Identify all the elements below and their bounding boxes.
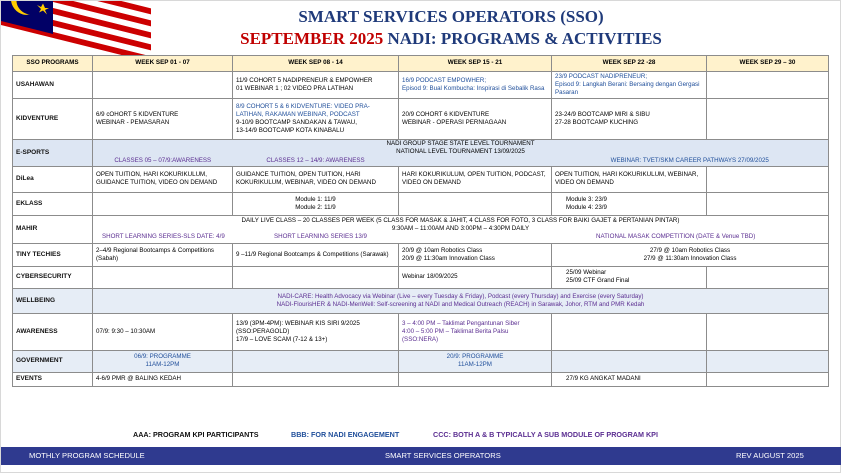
program-label: AWARENESS — [13, 313, 93, 350]
program-label: KIDVENTURE — [13, 99, 93, 140]
column-header: WEEK SEP 29 – 30 — [707, 56, 829, 72]
footer-center: SMART SERVICES OPERATORS — [385, 451, 501, 460]
kidventure-w2-text: 9-10/9 BOOTCAMP SANDAKAN & TAWAU, 13-14/9 BOOTCAMP KOTA KINABALU — [236, 119, 357, 134]
cell-dilea-w4: OPEN TUITION, HARI KOKURIKULUM, WEBINAR, VIDEO ON DEMAND — [552, 166, 707, 192]
mahir-dates — [96, 233, 825, 241]
footer-left: MOTHLY PROGRAM SCHEDULE — [29, 451, 145, 460]
cell-usahawan-w3: 16/9 PODCAST EMPOWHER; Episod 9: Bual Kombucha: Inspirasi di Sebalik Rasa — [399, 72, 552, 99]
table-row-awareness — [13, 313, 829, 350]
program-label: MAHIR — [13, 215, 93, 243]
cell-empty — [233, 266, 399, 288]
cell-tiny-w3: 20/9 @ 10am Robotics Class 20/9 @ 11:30am Innovation Class — [399, 243, 552, 266]
table-row-government — [13, 350, 829, 372]
subtitle-month: SEPTEMBER 2025 — [240, 29, 384, 48]
table-row-wellbeing — [13, 288, 829, 313]
cell-kidventure-w4: 23-24/9 BOOTCAMP MIRI & SIBU 27-28 BOOTCAMP KUCHING — [552, 99, 707, 140]
cell-cyber-w4: 25/09 Webinar 25/09 CTF Grand Final — [552, 266, 707, 288]
footer-bar — [1, 447, 841, 465]
program-label: DiLea — [13, 166, 93, 192]
program-label: USAHAWAN — [13, 72, 93, 99]
cell-empty — [707, 99, 829, 140]
page-title: SMART SERVICES OPERATORS (SSO) — [298, 7, 604, 26]
wellbeing-line1: NADI-CARE: Health Advocacy via Webinar (Live – every Tuesday & Friday), Podcast (every Thursday) and Exercise (every Saturday) — [277, 292, 644, 300]
table-header-row — [13, 56, 829, 72]
mahir-w2: SHORT LEARNING SERIES 13/9 — [274, 233, 367, 241]
cell-empty — [93, 72, 233, 99]
table-row-tiny-techies — [13, 243, 829, 266]
cell-empty — [399, 372, 552, 386]
page-subtitle — [171, 29, 731, 49]
cell-empty — [552, 313, 707, 350]
cell-events-w1: 4-6/9 PMR @ BALING KEDAH — [93, 372, 233, 386]
table-row-kidventure — [13, 99, 829, 140]
cell-empty — [707, 166, 829, 192]
program-label: GOVERNMENT — [13, 350, 93, 372]
column-header: WEEK SEP 15 - 21 — [399, 56, 552, 72]
cell-eklass-w4: Module 3: 23/9 Module 4: 23/9 — [552, 192, 707, 215]
program-label: E-SPORTS — [13, 140, 93, 167]
table-row-dilea — [13, 166, 829, 192]
program-label: TINY TECHIES — [13, 243, 93, 266]
cell-usahawan-w2: 11/9 COHORT 5 NADIPRENEUR & EMPOWHER 01 WEBINAR 1 ; 02 VIDEO PRA LATIHAN — [233, 72, 399, 99]
legend-aaa: AAA: PROGRAM KPI PARTICIPANTS — [133, 430, 259, 439]
cell-empty — [233, 372, 399, 386]
program-label: CYBERSECURITY — [13, 266, 93, 288]
cell-dilea-w1: OPEN TUITION, HARI KOKURIKULUM, GUIDANCE TUITION, VIDEO ON DEMAND — [93, 166, 233, 192]
mahir-span-line1: DAILY LIVE CLASS – 20 CLASSES PER WEEK (5 CLASS FOR MASAK & JAHIT, 4 CLASS FOR FOTO, 3 CLASS FOR BAIKI GAJET & PERTANIAN PINTAR) — [241, 217, 680, 225]
cell-wellbeing-span — [93, 288, 829, 313]
cell-cyber-w3: Webinar 18/09/2025 — [399, 266, 552, 288]
cell-usahawan-w4: 23/9 PODCAST NADIPRENEUR; Episod 9: Langkah Berani: Bersaing dengan Gergasi Pasaran — [552, 72, 707, 99]
cell-mahir-span — [93, 215, 829, 243]
program-label: EKLASS — [13, 192, 93, 215]
column-header: SSO PROGRAMS — [13, 56, 93, 72]
mahir-w4: NATIONAL MASAK COMPETITION (DATE & Venue TBD) — [596, 233, 756, 241]
malaysia-flag-icon — [1, 1, 151, 61]
table-row-esports-bottom — [13, 156, 829, 166]
subtitle-rest: NADI: PROGRAMS & ACTIVITIES — [383, 29, 662, 48]
cell-empty — [707, 266, 829, 288]
schedule-table — [12, 55, 829, 387]
table-row-eklass — [13, 192, 829, 215]
cell-esports-span — [93, 140, 829, 156]
cell-tiny-w2: 9 –11/9 Regional Bootcamps & Competitions (Sarawak) — [233, 243, 399, 266]
cell-esports-w1: CLASSES 05 – 07/9:AWARENESS — [93, 156, 233, 166]
column-header: WEEK SEP 01 - 07 — [93, 56, 233, 72]
cell-empty — [93, 266, 233, 288]
cell-empty — [707, 350, 829, 372]
cell-esports-w4: WEBINAR: TVET/SKM CAREER PATHWAYS 27/09/2025 — [552, 156, 829, 166]
table-row-mahir — [13, 215, 829, 243]
cell-tiny-w4: 27/9 @ 10am Robotics Class 27/9 @ 11:30am Innovation Class — [552, 243, 829, 266]
cell-government-w3: 20/9: PROGRAMME 11AM-12PM — [399, 350, 552, 372]
cell-esports-w2: CLASSES 12 – 14/9: AWARENESS — [233, 156, 399, 166]
column-header: WEEK SEP 22 -28 — [552, 56, 707, 72]
cell-kidventure-w2 — [233, 99, 399, 140]
cell-empty — [399, 192, 552, 215]
table-row-cybersecurity — [13, 266, 829, 288]
program-label: EVENTS — [13, 372, 93, 386]
legend-bbb: BBB: FOR NADI ENGAGEMENT — [291, 430, 400, 439]
cell-dilea-w2: GUIDANCE TUITION, OPEN TUITION, HARI KOKURIKULUM, WEBINAR, VIDEO ON DEMAND — [233, 166, 399, 192]
column-header: WEEK SEP 08 - 14 — [233, 56, 399, 72]
cell-government-w1: 06/9: PROGRAMME 11AM-12PM — [93, 350, 233, 372]
cell-empty — [707, 313, 829, 350]
cell-empty — [552, 350, 707, 372]
kidventure-w2-highlight: 8/9 COHORT 5 & 6 KIDVENTURE: VIDEO PRA-LATIHAN, RAKAMAN WEBINAR, PODCAST — [236, 103, 370, 119]
cell-tiny-w1: 2–4/9 Regional Bootcamps & Competitions (Sabah) — [93, 243, 233, 266]
table-row-esports-top — [13, 140, 829, 156]
program-label: WELLBEING — [13, 288, 93, 313]
esports-span-line2: NATIONAL LEVEL TOURNAMENT 13/09/2025 — [396, 147, 525, 155]
cell-kidventure-w1: 6/9 cOHORT 5 KIDVENTURE WEBINAR - PEMASARAN — [93, 99, 233, 140]
table-row-usahawan — [13, 72, 829, 99]
cell-empty — [399, 156, 552, 166]
footer-right: REV AUGUST 2025 — [736, 451, 804, 460]
cell-empty — [707, 372, 829, 386]
esports-span-line1: NADI GROUP STAGE STATE LEVEL TOURNAMENT — [386, 140, 535, 147]
cell-awareness-w1: 07/9: 9:30 – 10:30AM — [93, 313, 233, 350]
cell-events-w4: 27/9 KG ANGKAT MADANI — [552, 372, 707, 386]
cell-eklass-w2: Module 1: 11/9 Module 2: 11/9 — [233, 192, 399, 215]
mahir-span-line2: 9:30AM – 11:00AM AND 3:00PM – 4:30PM DAILY — [391, 225, 530, 233]
legend-ccc: CCC: BOTH A & B TYPICALLY A SUB MODULE OF PROGRAM KPI — [433, 430, 658, 439]
cell-dilea-w3: HARI KOKURIKULUM, OPEN TUITION, PODCAST, VIDEO ON DEMAND — [399, 166, 552, 192]
cell-empty — [707, 192, 829, 215]
cell-kidventure-w3: 20/9 COHORT 6 KIDVENTURE WEBINAR - OPERASI PERNIAGAAN — [399, 99, 552, 140]
cell-empty — [707, 72, 829, 99]
cell-awareness-w3: 3 – 4:00 PM – Taklimat Pengantunan Siber 4:00 – 5:00 PM – Taklimat Berita Palsu (SSO:NERA) — [399, 313, 552, 350]
cell-awareness-w2: 13/9 (3PM-4PM): WEBINAR KIS SIRI 9/2025 (SSO:PERAGOLD) 17/9 – LOVE SCAM (7-12 & 13+) — [233, 313, 399, 350]
wellbeing-line2: NADI-FlourisHER & NADI-MenWell: Self-screening at NADI and Medical Outreach (REACH) in Sarawak, Johor, RTM and PMR Kedah — [276, 300, 645, 308]
cell-empty — [93, 192, 233, 215]
table-row-events — [13, 372, 829, 386]
mahir-w1: SHORT LEARNING SERIES-SLS DATE: 4/9 — [102, 233, 225, 241]
cell-empty — [233, 350, 399, 372]
